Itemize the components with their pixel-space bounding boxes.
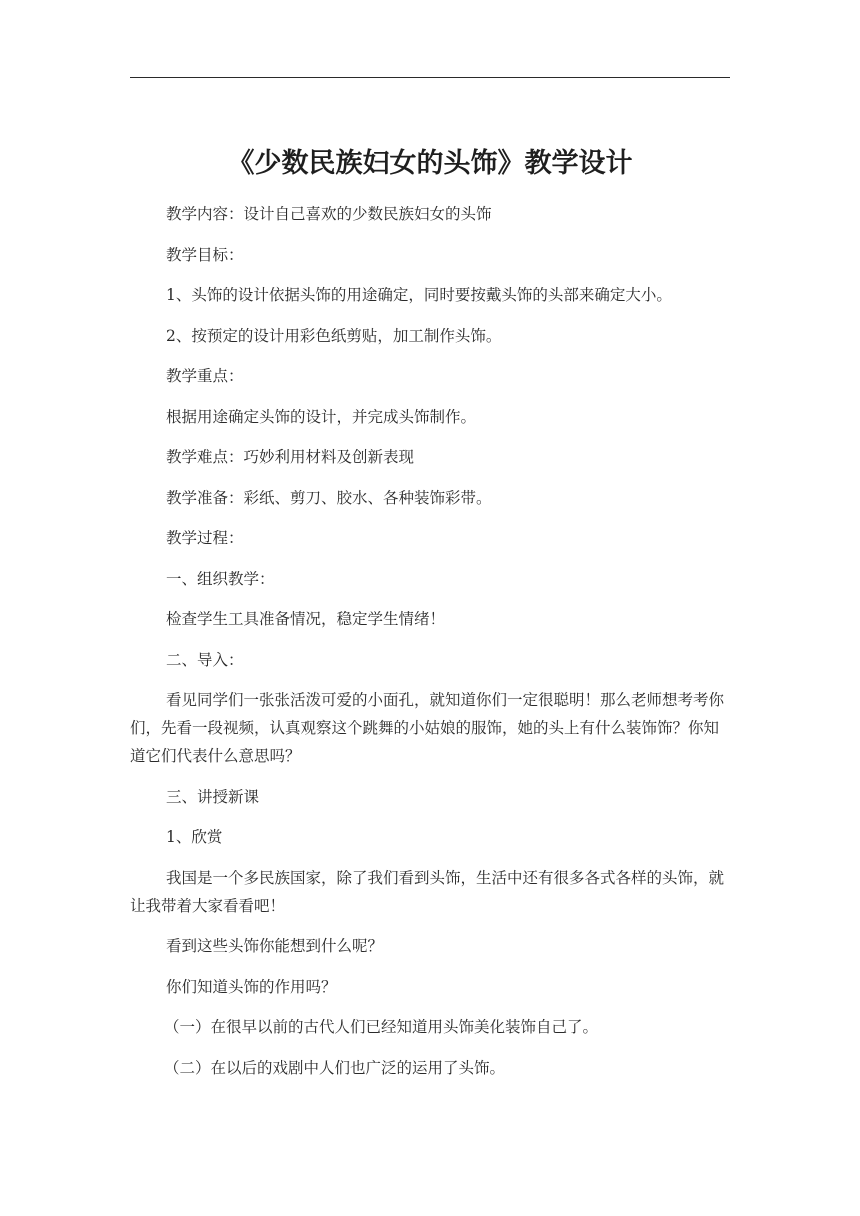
paragraph-step-1: 检查学生工具准备情况，稳定学生情绪！ [166, 610, 446, 628]
paragraph-goal-2: 2、按预定的设计用彩色纸剪贴，加工制作头饰。 [166, 326, 502, 345]
paragraph-goal-1: 1、头饰的设计依据头饰的用途确定，同时要按戴头饰的头部来确定大小。 [166, 286, 672, 304]
paragraph-item-1: （一）在很早以前的古代人们已经知道用头饰美化装饰自己了。 [164, 1018, 599, 1036]
paragraph-question-2: 你们知道头饰的作用吗？ [166, 977, 337, 996]
paragraph-item-2: （二）在以后的戏剧中人们也广泛的运用了头饰。 [164, 1058, 506, 1077]
paragraph-step-2-heading: 二、导入： [166, 650, 244, 669]
paragraph-process-heading: 教学过程： [166, 529, 244, 547]
paragraph-keypoint-heading: 教学重点： [166, 367, 244, 385]
header-rule [130, 77, 730, 78]
paragraph-keypoint: 根据用途确定头饰的设计，并完成头饰制作。 [166, 407, 477, 426]
paragraph-preparation: 教学准备：彩纸、剪刀、胶水、各种装饰彩带。 [166, 488, 492, 507]
paragraph-appreciate: 我国是一个多民族国家，除了我们看到头饰，生活中还有很多各式各样的头饰，就让我带着大家看看吧！ [130, 868, 725, 915]
paragraph-goals-heading: 教学目标： [166, 245, 244, 264]
paragraph-question-1: 看到这些头饰你能想到什么呢？ [166, 937, 384, 955]
document-body [130, 200, 730, 1094]
paragraph-step-1-heading: 一、组织教学： [166, 569, 275, 588]
paragraph-content: 教学内容：设计自己喜欢的少数民族妇女的头饰 [166, 205, 492, 223]
paragraph-step-3-heading: 三、讲授新课 [166, 787, 260, 806]
paragraph-difficulty: 教学难点：巧妙利用材料及创新表现 [166, 448, 415, 466]
document-title: 《少数民族妇女的头饰》教学设计 [227, 148, 633, 179]
paragraph-step-2: 看见同学们一张张活泼可爱的小面孔，就知道你们一定很聪明！那么老师想考考你们，先看一段视频，认真观察这个跳舞的小姑娘的服饰，她的头上有什么装饰饰？你知道它们代表什么意思吗？ [130, 691, 725, 765]
paragraph-appreciate-heading: 1、欣赏 [166, 828, 223, 846]
